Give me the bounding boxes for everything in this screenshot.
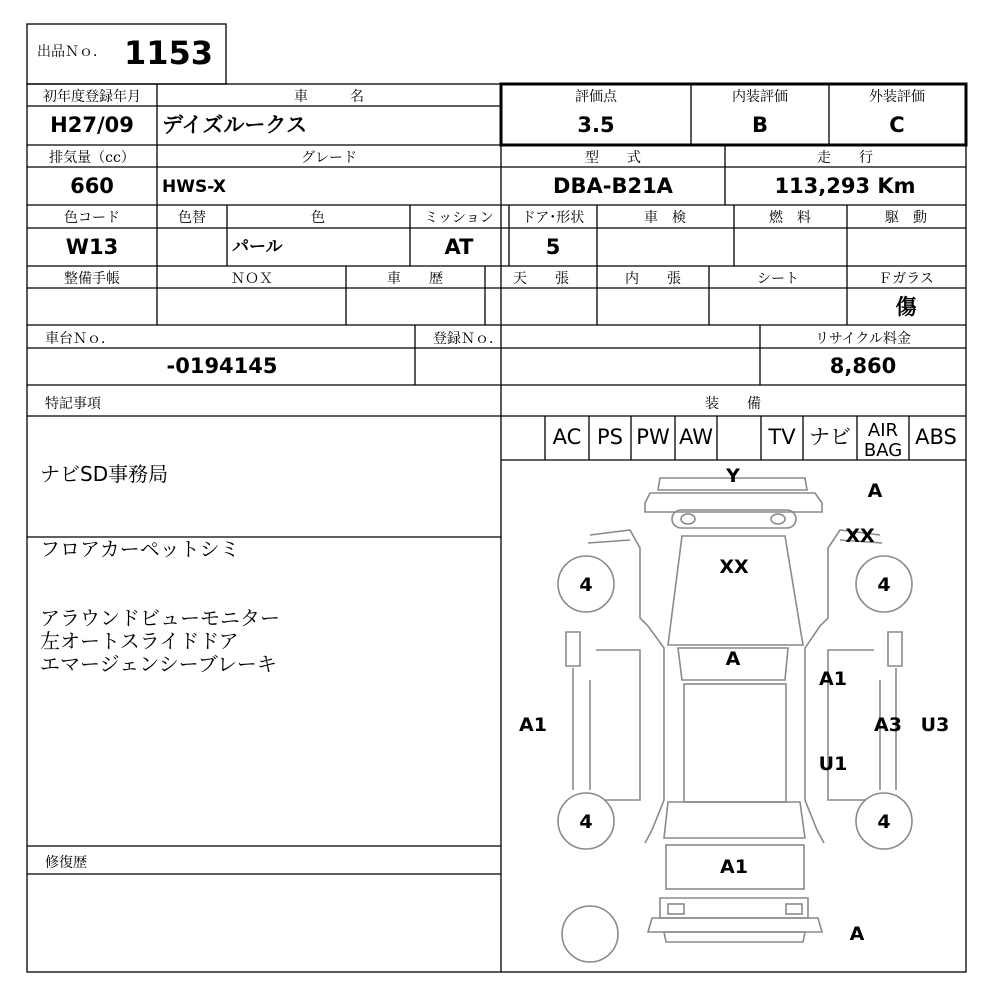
- f-glass-value: 傷: [895, 295, 917, 319]
- color-label: 色: [311, 210, 325, 226]
- repair-history-label: 修復歴: [45, 855, 87, 871]
- mark-xx-hood: XX: [719, 556, 749, 578]
- equipment-row: [553, 420, 957, 461]
- damage-marks: [519, 465, 949, 945]
- note-line-1: ナビSD事務局: [40, 462, 169, 486]
- special-notes-label: 特記事項: [45, 396, 101, 412]
- mark-rear-top: Y: [726, 465, 740, 487]
- special-notes: [40, 462, 280, 676]
- grade-label: グレード: [301, 150, 357, 166]
- recycle-label: リサイクル料金: [814, 331, 912, 347]
- first-reg-value: H27/09: [50, 113, 134, 137]
- color-code-label: 色コード: [64, 210, 120, 226]
- front-bumper: [648, 918, 822, 932]
- nox-label: ＮＯＸ: [231, 271, 273, 287]
- tire-marks: [579, 574, 890, 833]
- equipment-aw: AW: [679, 425, 713, 449]
- first-reg-label: 初年度登録年月: [43, 89, 141, 105]
- note-line-5: エマージェンシーブレーキ: [40, 652, 277, 676]
- equipment-navi: ナビ: [809, 425, 851, 449]
- mark-hood-a1: A1: [720, 856, 748, 878]
- doors-value: 5: [545, 235, 561, 259]
- lot-number-label: 出品Ｎｏ．: [37, 44, 107, 60]
- mark-right-a1: A1: [819, 668, 847, 690]
- interior-lining-label: 内 張: [625, 271, 681, 287]
- mark-bottom-a: A: [849, 923, 865, 945]
- windshield-area: [668, 536, 803, 645]
- roof-panel: [684, 684, 786, 802]
- history-label: 車 歴: [387, 271, 443, 287]
- model-label: 型 式: [585, 150, 641, 166]
- mark-xx-right: XX: [845, 525, 875, 547]
- score-value: 3.5: [577, 113, 615, 137]
- interior-label: 内装評価: [732, 89, 788, 105]
- rear-emblem-right: [771, 514, 785, 524]
- chassis-no-value: -0194145: [166, 354, 278, 378]
- tire-mark-rl: 4: [579, 574, 593, 596]
- left-side-sill: [573, 668, 590, 790]
- equipment-airbag-line1: AIR: [867, 420, 899, 441]
- maintenance-label: 整備手帳: [64, 271, 120, 287]
- lot-number-value: 1153: [124, 34, 214, 72]
- mission-label: ミッション: [424, 210, 494, 226]
- car-name-label: 車 名: [294, 89, 364, 105]
- left-door-panel: [596, 650, 640, 800]
- mileage-label: 走 行: [817, 150, 873, 166]
- mileage-value: 113,293 Km: [774, 174, 916, 198]
- headlight-left: [668, 904, 684, 914]
- left-mirror: [566, 632, 580, 666]
- equipment-tv: TV: [768, 425, 796, 449]
- mark-right-u1: U1: [818, 753, 848, 775]
- rear-bumper: [645, 493, 822, 512]
- f-glass-label: Ｆガラス: [878, 271, 934, 287]
- equipment-label: 装 備: [705, 396, 761, 412]
- seat-label: シート: [757, 271, 799, 287]
- note-line-2: フロアカーペットシミ: [40, 537, 240, 561]
- equipment-pw: PW: [636, 425, 670, 449]
- exterior-label: 外装評価: [869, 89, 925, 105]
- doors-label: ドア･形状: [521, 210, 585, 226]
- mark-right-a3: A3: [874, 714, 902, 736]
- interior-value: B: [751, 113, 769, 137]
- mark-roof-a: A: [725, 648, 741, 670]
- spare-wheel: [562, 906, 618, 962]
- note-line-3: アラウンドビューモニター: [40, 606, 280, 630]
- fuel-label: 燃 料: [769, 210, 811, 226]
- score-label: 評価点: [575, 89, 617, 105]
- equipment-ac: AC: [552, 425, 582, 449]
- reg-no-label: 登録Ｎｏ．: [433, 331, 503, 347]
- equipment-ps: PS: [597, 425, 623, 449]
- chassis-no-label: 車台Ｎｏ．: [45, 331, 115, 347]
- front-lip: [664, 932, 805, 942]
- mission-value: AT: [444, 235, 474, 259]
- note-line-4: 左オートスライドドア: [40, 629, 239, 653]
- drive-label: 駆 動: [885, 210, 927, 226]
- tires: [558, 556, 912, 849]
- displacement-label: 排気量（cc）: [49, 150, 135, 166]
- mark-top-right-a: A: [867, 480, 883, 502]
- color-value: パール: [232, 237, 283, 257]
- displacement-value: 660: [70, 174, 114, 198]
- grid-lines: [27, 84, 966, 972]
- inspection-label: 車 検: [644, 210, 686, 226]
- exterior-value: C: [889, 113, 905, 137]
- equipment-airbag-line2: BAG: [863, 440, 903, 461]
- color-change-label: 色替: [178, 210, 206, 226]
- recycle-value: 8,860: [829, 354, 897, 378]
- model-value: DBA-B21A: [553, 174, 673, 198]
- color-code-value: W13: [65, 235, 119, 259]
- mark-right-u3: U3: [920, 714, 950, 736]
- roof-label: 天 張: [513, 271, 569, 287]
- tire-mark-rr: 4: [877, 574, 891, 596]
- headlight-right: [786, 904, 802, 914]
- car-name-value: デイズルークス: [162, 113, 308, 137]
- left-fender-line: [588, 540, 630, 543]
- mark-left-a1: A1: [519, 714, 547, 736]
- right-mirror: [888, 632, 902, 666]
- equipment-abs: ABS: [915, 425, 957, 449]
- tire-mark-fr: 4: [877, 811, 891, 833]
- rear-emblem-left: [681, 514, 695, 524]
- car-diagram: [562, 478, 902, 962]
- grade-value: HWS-X: [162, 177, 226, 197]
- rear-glass: [664, 802, 805, 838]
- tire-mark-fl: 4: [579, 811, 593, 833]
